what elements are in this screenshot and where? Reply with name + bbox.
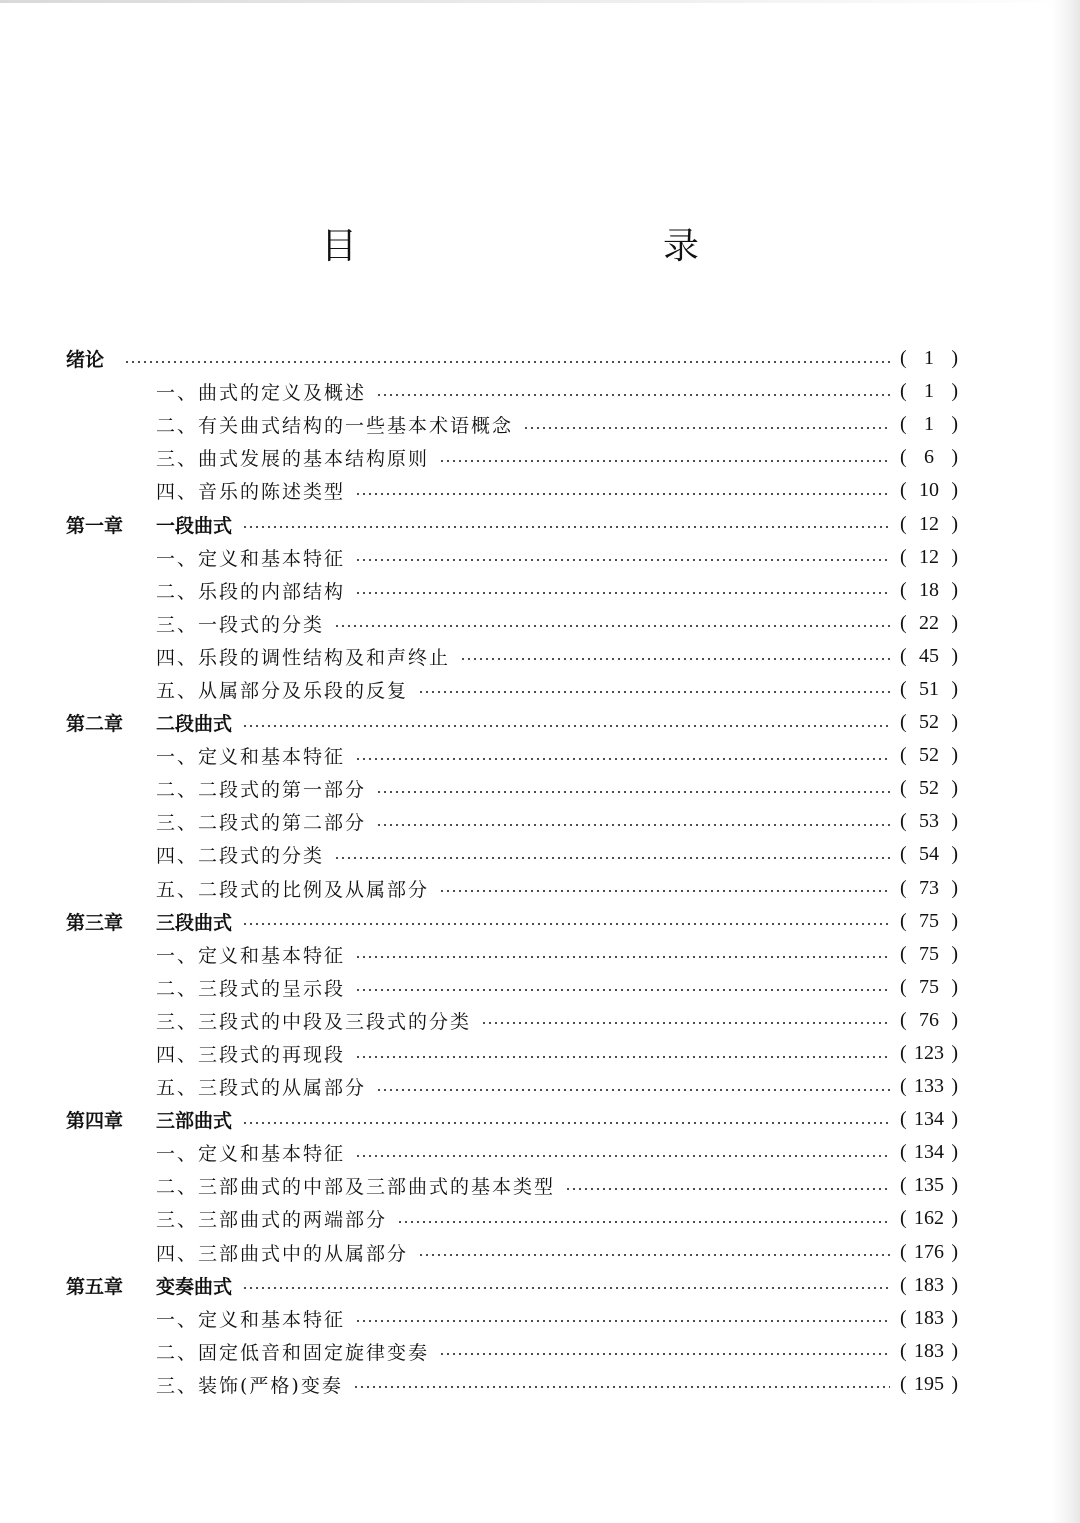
page-number-value: 22 — [919, 611, 939, 634]
close-paren: ) — [951, 545, 958, 568]
toc-entry-label: 三段曲式 — [156, 911, 233, 934]
page-number — [900, 1042, 958, 1065]
open-paren: ( — [900, 413, 907, 436]
open-paren: ( — [900, 644, 907, 667]
toc-entry-title — [66, 1040, 345, 1067]
page-title: 目 录 — [320, 226, 777, 267]
toc-entry-title — [66, 411, 513, 438]
close-paren: ) — [951, 1372, 958, 1395]
toc-entry-label: 五、二段式的比例及从属部分 — [156, 878, 430, 901]
open-paren: ( — [900, 810, 907, 833]
page-number — [900, 513, 958, 536]
toc-section-row[interactable] — [66, 1169, 958, 1202]
page-number-value: 1 — [924, 380, 934, 403]
dot-leader — [355, 591, 890, 595]
page-number-value: 52 — [919, 711, 939, 734]
toc-entry-label: 二、乐段的内部结构 — [156, 580, 346, 603]
open-paren: ( — [900, 380, 907, 403]
page-number — [900, 877, 958, 900]
page-number — [900, 810, 958, 833]
page-number-value: 12 — [919, 545, 939, 568]
open-paren: ( — [900, 1042, 907, 1065]
chapter-number: 第四章 — [66, 1110, 124, 1133]
toc-entry-label: 五、从属部分及乐段的反复 — [156, 679, 409, 702]
toc-section-row[interactable] — [66, 1037, 958, 1070]
page-number-value: 10 — [919, 479, 939, 502]
page-number — [900, 711, 958, 734]
open-paren: ( — [900, 1372, 907, 1395]
open-paren: ( — [900, 1207, 907, 1230]
dot-leader — [439, 889, 890, 893]
dot-leader — [355, 757, 890, 761]
open-paren: ( — [900, 711, 907, 734]
toc-section-row[interactable] — [66, 938, 958, 971]
toc-section-row[interactable] — [66, 971, 958, 1004]
dot-leader — [242, 922, 890, 926]
toc-entry-label: 变奏曲式 — [156, 1275, 233, 1298]
dot-leader — [376, 790, 890, 794]
close-paren: ) — [951, 1174, 958, 1197]
toc-entry-label: 二、固定低音和固定旋律变奏 — [156, 1341, 430, 1364]
dot-leader — [355, 1154, 890, 1158]
toc-entry-label: 二、三部曲式的中部及三部曲式的基本类型 — [156, 1176, 556, 1199]
toc-entry-title — [66, 808, 366, 835]
toc-section-row[interactable] — [66, 474, 958, 507]
close-paren: ) — [951, 1042, 958, 1065]
toc-entry-label: 一段曲式 — [156, 514, 233, 537]
toc-entry-label: 四、三部曲式中的从属部分 — [156, 1242, 409, 1265]
toc-chapter-row[interactable] — [66, 706, 958, 739]
toc-entry-title — [66, 1371, 343, 1398]
page-number-value: 176 — [914, 1240, 944, 1263]
toc-chapter-row[interactable] — [66, 507, 958, 540]
chapter-number: 第五章 — [66, 1275, 124, 1298]
toc-entry-label: 四、三段式的再现段 — [156, 1044, 346, 1067]
toc-entry-title — [66, 742, 345, 769]
toc-section-row[interactable] — [66, 640, 958, 673]
page-number-value: 123 — [914, 1042, 944, 1065]
toc-entry-label: 绪论 — [66, 349, 105, 372]
page-number — [900, 1241, 958, 1264]
page-number-value: 52 — [919, 777, 939, 800]
page-number-value: 133 — [914, 1075, 944, 1098]
open-paren: ( — [900, 843, 907, 866]
toc-section-row[interactable] — [66, 838, 958, 871]
page-number — [900, 744, 958, 767]
toc-entry-label: 一、曲式的定义及概述 — [156, 382, 367, 405]
toc-entry-title — [66, 345, 114, 372]
page-number — [900, 976, 958, 999]
page-number-value: 12 — [919, 512, 939, 535]
open-paren: ( — [900, 1008, 907, 1031]
page-number — [900, 612, 958, 635]
page-number-value: 18 — [919, 578, 939, 601]
toc-entry-label: 三、三段式的中段及三段式的分类 — [156, 1010, 472, 1033]
toc-section-row[interactable] — [66, 1368, 958, 1401]
close-paren: ) — [951, 843, 958, 866]
page-number-value: 134 — [914, 1141, 944, 1164]
page-number-value: 183 — [914, 1306, 944, 1329]
toc-entry-title — [66, 908, 232, 935]
page-number — [900, 678, 958, 701]
close-paren: ) — [951, 413, 958, 436]
toc-entry-label: 三、曲式发展的基本结构原则 — [156, 448, 430, 471]
page-number-value: 52 — [919, 744, 939, 767]
open-paren: ( — [900, 578, 907, 601]
close-paren: ) — [951, 1306, 958, 1329]
page-number-value: 195 — [914, 1372, 944, 1395]
dot-leader — [355, 988, 890, 992]
toc-entry-label: 二、三段式的呈示段 — [156, 977, 346, 1000]
page-number — [900, 446, 958, 469]
close-paren: ) — [951, 909, 958, 932]
toc-entry-label: 二、有关曲式结构的一些基本术语概念 — [156, 415, 514, 438]
page-number — [900, 1307, 958, 1330]
page-number — [900, 479, 958, 502]
toc-entry-label: 一、定义和基本特征 — [156, 1143, 346, 1166]
open-paren: ( — [900, 677, 907, 700]
toc-entry-label: 一、定义和基本特征 — [156, 547, 346, 570]
page-number-value: 51 — [919, 677, 939, 700]
open-paren: ( — [900, 777, 907, 800]
dot-leader — [481, 1021, 890, 1025]
page-number-value: 6 — [924, 446, 934, 469]
toc-entry-label: 二段曲式 — [156, 713, 233, 736]
open-paren: ( — [900, 1339, 907, 1362]
toc-section-row[interactable] — [66, 541, 958, 574]
open-paren: ( — [900, 1273, 907, 1296]
toc-entry-title — [66, 610, 324, 637]
open-paren: ( — [900, 744, 907, 767]
toc-entry-title — [66, 841, 324, 868]
dot-leader — [376, 1088, 890, 1092]
toc-entry-label: 一、定义和基本特征 — [156, 746, 346, 769]
dot-leader — [439, 1352, 890, 1356]
dot-leader — [418, 1253, 890, 1257]
toc-entry-label: 一、定义和基本特征 — [156, 1308, 346, 1331]
open-paren: ( — [900, 1108, 907, 1131]
page-number — [900, 1141, 958, 1164]
page-number-value: 54 — [919, 843, 939, 866]
toc-section-row[interactable] — [66, 673, 958, 706]
dot-leader — [355, 1319, 890, 1323]
toc-entry-title — [66, 974, 345, 1001]
toc-entry-label: 三、装饰(严格)变奏 — [156, 1374, 343, 1397]
page-number-value: 1 — [924, 347, 934, 370]
open-paren: ( — [900, 942, 907, 965]
open-paren: ( — [900, 545, 907, 568]
page-number — [900, 910, 958, 933]
toc-entry-title — [66, 1305, 345, 1332]
toc-entry-title — [66, 875, 429, 902]
toc-section-row[interactable] — [66, 872, 958, 905]
page-number-value: 73 — [919, 876, 939, 899]
dot-leader — [565, 1187, 890, 1191]
toc-section-row[interactable] — [66, 1236, 958, 1269]
close-paren: ) — [951, 1240, 958, 1263]
close-paren: ) — [951, 347, 958, 370]
open-paren: ( — [900, 611, 907, 634]
close-paren: ) — [951, 677, 958, 700]
toc-entry-title — [66, 577, 345, 604]
toc-section-row[interactable] — [66, 1004, 958, 1037]
dot-leader — [355, 955, 890, 959]
page-number — [900, 1274, 958, 1297]
chapter-number: 第二章 — [66, 713, 124, 736]
toc-entry-title — [66, 1338, 429, 1365]
dot-leader — [460, 657, 890, 661]
close-paren: ) — [951, 942, 958, 965]
toc-entry-title — [66, 444, 429, 471]
toc-entry-label: 一、定义和基本特征 — [156, 944, 346, 967]
page-number-value: 75 — [919, 909, 939, 932]
page-number-value: 135 — [914, 1174, 944, 1197]
page-number — [900, 380, 958, 403]
toc-entry-title — [66, 1007, 471, 1034]
toc-entry-title — [66, 1106, 232, 1133]
close-paren: ) — [951, 711, 958, 734]
toc-section-row[interactable] — [66, 739, 958, 772]
toc-entry-label: 三部曲式 — [156, 1110, 233, 1133]
toc-entry-label: 四、音乐的陈述类型 — [156, 481, 346, 504]
page-number-value: 53 — [919, 810, 939, 833]
toc-entry-label: 四、乐段的调性结构及和声终止 — [156, 646, 451, 669]
dot-leader — [242, 724, 890, 728]
close-paren: ) — [951, 512, 958, 535]
toc-entry-title — [66, 1205, 387, 1232]
dot-leader — [353, 1385, 890, 1389]
dot-leader — [334, 856, 890, 860]
open-paren: ( — [900, 1306, 907, 1329]
page-number-value: 162 — [914, 1207, 944, 1230]
toc-section-row[interactable] — [66, 375, 958, 408]
page-number — [900, 1174, 958, 1197]
toc-entry-title — [66, 676, 408, 703]
dot-leader — [242, 525, 890, 529]
open-paren: ( — [900, 347, 907, 370]
toc-entry-title — [66, 1139, 345, 1166]
close-paren: ) — [951, 1075, 958, 1098]
dot-leader — [376, 823, 890, 827]
chapter-number: 第一章 — [66, 514, 124, 537]
open-paren: ( — [900, 479, 907, 502]
toc-section-row[interactable] — [66, 1302, 958, 1335]
toc-entry-label: 三、三部曲式的两端部分 — [156, 1209, 388, 1232]
close-paren: ) — [951, 479, 958, 502]
open-paren: ( — [900, 876, 907, 899]
toc-section-row[interactable] — [66, 607, 958, 640]
page-number — [900, 843, 958, 866]
close-paren: ) — [951, 777, 958, 800]
page-number — [900, 347, 958, 370]
toc-section-row[interactable] — [66, 1070, 958, 1103]
dot-leader — [397, 1220, 890, 1224]
toc-entry-label: 五、三段式的从属部分 — [156, 1077, 367, 1100]
close-paren: ) — [951, 1339, 958, 1362]
toc-entry-title — [66, 511, 232, 538]
close-paren: ) — [951, 1008, 958, 1031]
close-paren: ) — [951, 975, 958, 998]
dot-leader — [355, 492, 890, 496]
toc-chapter-row[interactable] — [66, 1269, 958, 1302]
close-paren: ) — [951, 876, 958, 899]
page-number — [900, 777, 958, 800]
page-number-value: 1 — [924, 413, 934, 436]
page-number-value: 75 — [919, 975, 939, 998]
dot-leader — [242, 1286, 890, 1290]
open-paren: ( — [900, 1240, 907, 1263]
open-paren: ( — [900, 1174, 907, 1197]
page-number — [900, 1207, 958, 1230]
close-paren: ) — [951, 1207, 958, 1230]
page-number — [900, 943, 958, 966]
page-right-edge — [1052, 0, 1080, 1523]
open-paren: ( — [900, 909, 907, 932]
toc-section-row[interactable] — [66, 1136, 958, 1169]
toc-entry-title — [66, 1272, 232, 1299]
close-paren: ) — [951, 578, 958, 601]
page-number — [900, 1009, 958, 1032]
open-paren: ( — [900, 1141, 907, 1164]
toc-entry-label: 三、一段式的分类 — [156, 613, 325, 636]
page-number — [900, 546, 958, 569]
toc-chapter-row[interactable] — [66, 905, 958, 938]
toc-section-row[interactable] — [66, 1202, 958, 1235]
toc-chapter-row[interactable] — [66, 1103, 958, 1136]
toc-entry-title — [66, 477, 345, 504]
close-paren: ) — [951, 744, 958, 767]
open-paren: ( — [900, 1075, 907, 1098]
toc-entry-label: 二、二段式的第一部分 — [156, 779, 367, 802]
toc-entry-label: 四、二段式的分类 — [156, 845, 325, 868]
toc-section-row[interactable] — [66, 1335, 958, 1368]
open-paren: ( — [900, 512, 907, 535]
page-number — [900, 645, 958, 668]
close-paren: ) — [951, 446, 958, 469]
toc-entry-title — [66, 378, 366, 405]
toc-entry-title — [66, 941, 345, 968]
toc-intro-row[interactable] — [66, 342, 958, 375]
toc-entry-title — [66, 643, 450, 670]
toc-entry-title — [66, 1172, 555, 1199]
close-paren: ) — [951, 810, 958, 833]
toc-entry-title — [66, 1239, 408, 1266]
close-paren: ) — [951, 1141, 958, 1164]
page-number-value: 45 — [919, 644, 939, 667]
close-paren: ) — [951, 1273, 958, 1296]
page-number — [900, 1373, 958, 1396]
toc-entry-title — [66, 709, 232, 736]
dot-leader — [523, 426, 890, 430]
table-of-contents — [66, 342, 958, 1401]
toc-section-row[interactable] — [66, 772, 958, 805]
page-number — [900, 579, 958, 602]
toc-entry-label: 三、二段式的第二部分 — [156, 812, 367, 835]
close-paren: ) — [951, 644, 958, 667]
dot-leader — [124, 360, 890, 364]
toc-entry-title — [66, 544, 345, 571]
dot-leader — [418, 690, 890, 694]
toc-section-row[interactable] — [66, 441, 958, 474]
toc-entry-title — [66, 1073, 366, 1100]
dot-leader — [355, 1055, 890, 1059]
open-paren: ( — [900, 975, 907, 998]
close-paren: ) — [951, 1108, 958, 1131]
page-number-value: 183 — [914, 1273, 944, 1296]
page-number — [900, 1340, 958, 1363]
dot-leader — [334, 624, 890, 628]
page-number — [900, 1108, 958, 1131]
dot-leader — [376, 393, 890, 397]
toc-section-row[interactable] — [66, 805, 958, 838]
toc-entry-title — [66, 775, 366, 802]
chapter-number: 第三章 — [66, 911, 124, 934]
open-paren: ( — [900, 446, 907, 469]
toc-section-row[interactable] — [66, 574, 958, 607]
page-number-value: 134 — [914, 1108, 944, 1131]
page-number-value: 75 — [919, 942, 939, 965]
page-number-value: 76 — [919, 1008, 939, 1031]
close-paren: ) — [951, 380, 958, 403]
dot-leader — [355, 558, 890, 562]
close-paren: ) — [951, 611, 958, 634]
dot-leader — [439, 459, 890, 463]
page-number-value: 183 — [914, 1339, 944, 1362]
page-number — [900, 1075, 958, 1098]
page-number — [900, 413, 958, 436]
toc-section-row[interactable] — [66, 408, 958, 441]
dot-leader — [242, 1121, 890, 1125]
page-top-edge — [0, 0, 1080, 3]
